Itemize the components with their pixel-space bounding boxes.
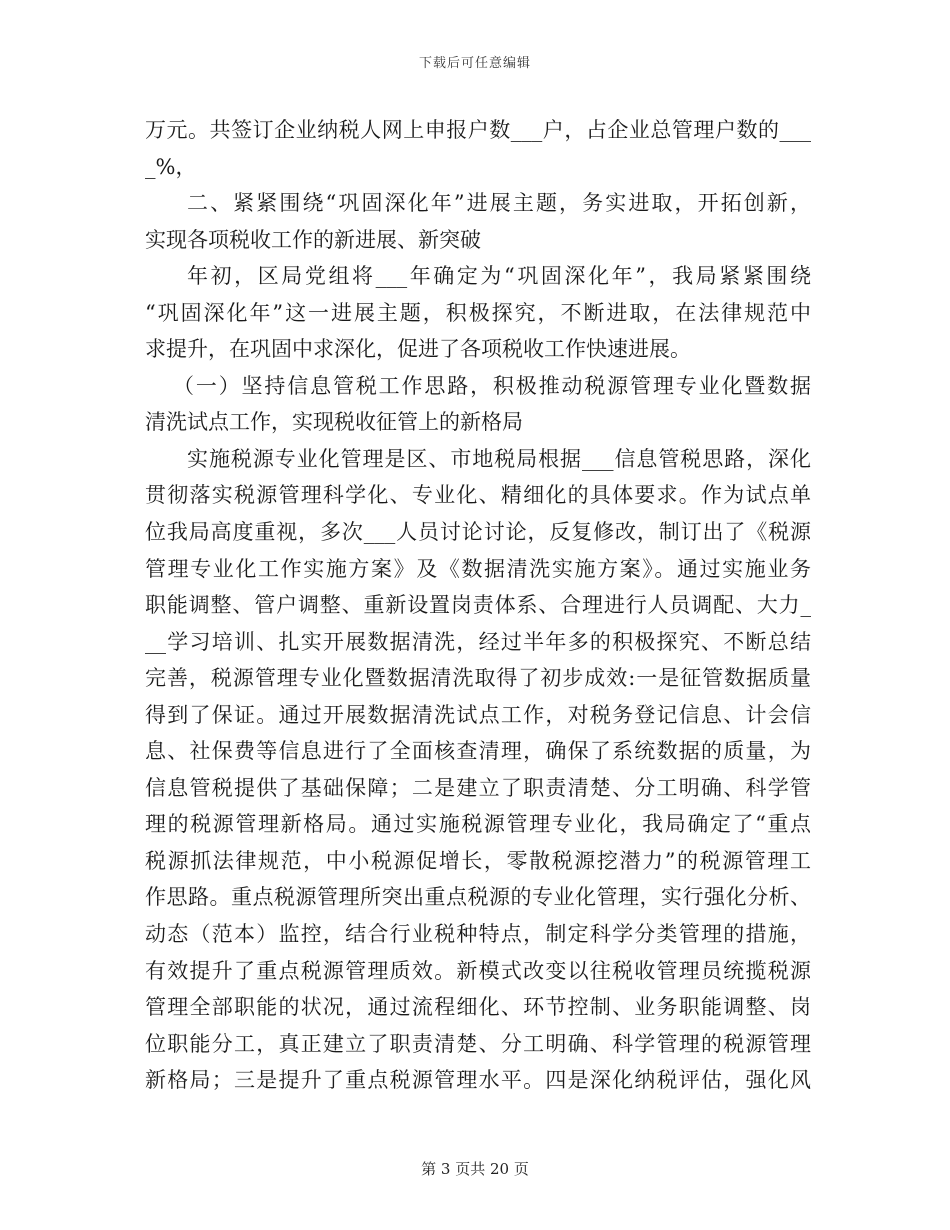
text-line: _%， [145,154,197,179]
text-line: 得到了保证。通过开展数据清洗试点工作，对税务登记信息、计会信 [145,702,811,727]
text-line: 求提升，在巩固中求深化，促进了各项税收工作快速进展。 [145,337,691,362]
text-line: 管理专业化工作实施方案》及《数据清洗实施方案》。通过实施业务 [145,556,811,581]
section-heading: 二、紧紧围绕“巩固深化年”进展主题，务实进取，开拓创新， [187,191,811,216]
text-line: 信息管税提供了基础保障；二是建立了职责清楚、分工明确、科学管 [145,775,811,800]
text-line: 息、社保费等信息进行了全面核查清理，确保了系统数据的质量，为 [145,739,811,764]
text-line: 完善，税源管理专业化暨数据清洗取得了初步成效:一是征管数据质量 [145,666,811,691]
subsection-heading: （一）坚持信息管税工作思路，积极推动税源管理专业化暨数据 [173,373,811,398]
text-line: 动态（范本）监控，结合行业税种特点，制定科学分类管理的措施， [145,922,811,947]
text-line: 理的税源管理新格局。通过实施税源管理专业化，我局确定了“重点 [145,812,811,837]
subsection-heading: 清洗试点工作，实现税收征管上的新格局 [145,410,523,435]
text-line: 位我局高度重视，多次___人员讨论讨论，反复修改，制订出了《税源 [145,520,811,545]
page-header: 下载后可任意编辑 [418,56,531,71]
document-body [145,112,811,1099]
text-line: __学习培训、扎实开展数据清洗，经过半年多的积极探究、不断总结 [145,629,811,654]
text-line: 贯彻落实税源管理科学化、专业化、精细化的具体要求。作为试点单 [145,483,811,508]
section-heading: 实现各项税收工作的新进展、新突破 [145,227,481,252]
text-line: 职能调整、管户调整、重新设置岗责体系、合理进行人员调配、大力_ [145,593,811,618]
text-line: “巩固深化年”这一进展主题，积极探究，不断进取，在法律规范中 [145,300,811,325]
text-line: 位职能分工，真正建立了职责清楚、分工明确、科学管理的税源管理 [145,1031,811,1056]
text-line: 年初，区局党组将___年确定为“巩固深化年”，我局紧紧围绕 [187,264,811,289]
text-line: 税源抓法律规范，中小税源促增长，零散税源挖潜力”的税源管理工 [145,848,811,873]
text-line: 实施税源专业化管理是区、市地税局根据___信息管税思路，深化 [187,446,811,471]
text-line: 有效提升了重点税源管理质效。新模式改变以往税收管理员统揽税源 [145,958,811,983]
page-number-footer: 第 3 页共 20 页 [421,1160,529,1178]
text-line: 新格局；三是提升了重点税源管理水平。四是深化纳税评估，强化风 [145,1068,811,1093]
text-line: 作思路。重点税源管理所突出重点税源的专业化管理，实行强化分析、 [145,885,811,910]
text-line: 万元。共签订企业纳税人网上申报户数___户，占企业总管理户数的___ [145,118,811,142]
text-line: 管理全部职能的状况，通过流程细化、环节控制、业务职能调整、岗 [145,995,811,1020]
